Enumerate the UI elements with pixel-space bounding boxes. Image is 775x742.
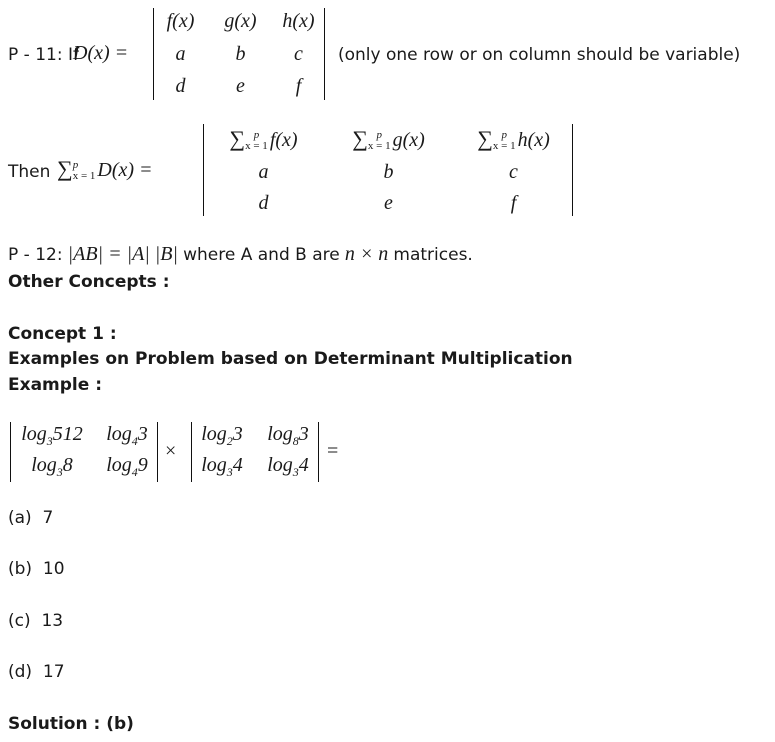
p11-cell: b xyxy=(235,43,246,65)
then-cell: b xyxy=(383,161,394,183)
log-term: $\log_38$ xyxy=(31,454,73,479)
log-term: $\log_34$ xyxy=(201,454,243,479)
example-determinant-1 xyxy=(10,422,158,482)
p11-cell: f xyxy=(295,75,302,97)
then-sum-cell: ∑ p x = 1 g(x) xyxy=(352,126,425,153)
p11-label: P - 11: If xyxy=(8,45,79,65)
p11-determinant xyxy=(153,8,325,100)
other-concepts-heading: Other Concepts : xyxy=(8,272,170,292)
p11-cell: g(x) xyxy=(224,10,257,32)
then-determinant xyxy=(203,124,573,216)
example-determinant-2 xyxy=(191,422,319,482)
times-symbol: × xyxy=(165,440,177,462)
then-cell: c xyxy=(509,161,518,183)
log-term: $\log_3512$ xyxy=(21,423,83,448)
then-lhs: ∑ p x = 1 D(x) = xyxy=(57,156,153,183)
then-sum-cell: ∑ p x = 1 f(x) xyxy=(229,126,298,153)
log-term: $\log_49$ xyxy=(106,454,148,479)
option-a: (a) 7 xyxy=(8,508,54,528)
p12-line: P - 12: |AB| = |A| |B| where A and B are n × n matrices. xyxy=(8,243,473,265)
solution: Solution : (b) xyxy=(8,714,134,734)
log-term: $\log_34$ xyxy=(267,454,309,479)
then-sum-cell: ∑ p x = 1 h(x) xyxy=(477,126,550,153)
then-cell: d xyxy=(258,192,269,214)
option-c: (c) 13 xyxy=(8,611,64,631)
equals-symbol: = xyxy=(327,440,339,462)
p11-cell: c xyxy=(294,43,303,65)
then-cell: e xyxy=(384,192,393,214)
then-cell: a xyxy=(258,161,269,183)
then-label: Then xyxy=(8,162,51,182)
concept1-title: Examples on Problem based on Determinant Multiplication xyxy=(8,349,573,369)
p11-cell: h(x) xyxy=(282,10,315,32)
concept1-heading: Concept 1 : xyxy=(8,324,117,344)
log-term: $\log_83$ xyxy=(267,423,309,448)
then-cell: f xyxy=(510,192,517,214)
log-term: $\log_43$ xyxy=(106,423,148,448)
p11-cell: e xyxy=(236,75,245,97)
p11-note: (only one row or on column should be variable) xyxy=(338,45,741,65)
log-term: $\log_23$ xyxy=(201,423,243,448)
example-label: Example : xyxy=(8,375,103,395)
option-b: (b) 10 xyxy=(8,559,65,579)
p11-cell: d xyxy=(175,75,186,97)
p11-lhs: D(x) = xyxy=(73,42,129,64)
p11-cell: f(x) xyxy=(166,10,195,32)
option-d: (d) 17 xyxy=(8,662,65,682)
p11-cell: a xyxy=(175,43,186,65)
